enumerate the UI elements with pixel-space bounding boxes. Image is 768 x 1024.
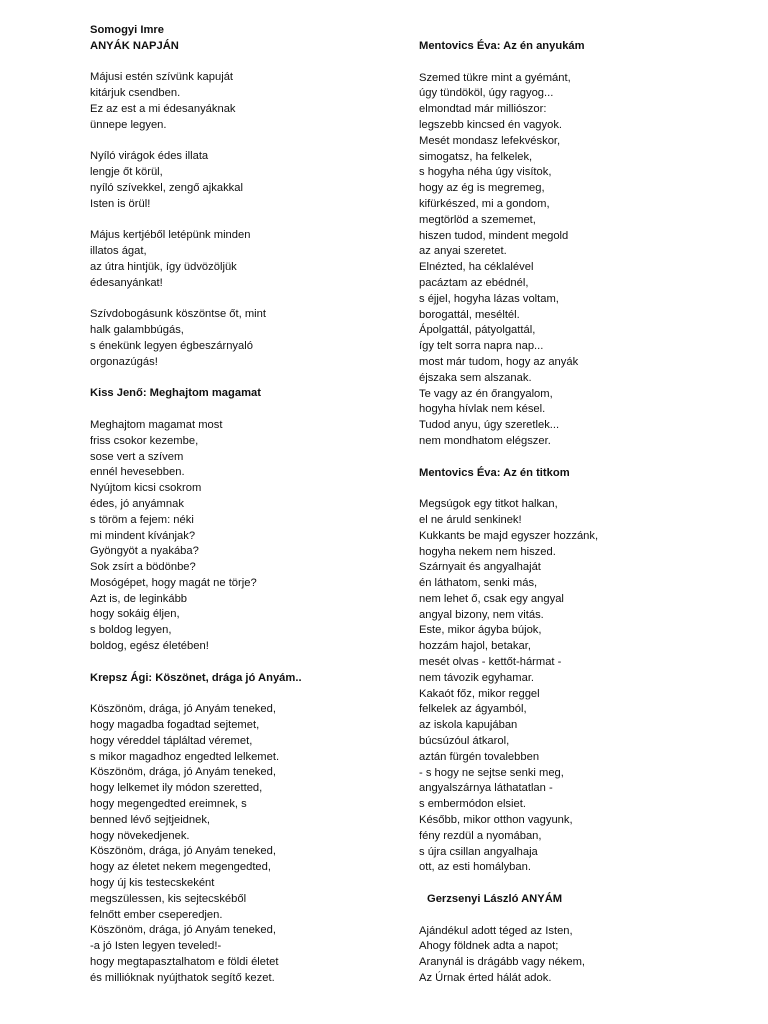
poem-title: Mentovics Éva: Az én anyukám: [419, 40, 585, 52]
poem-line: és millióknak nyújthatok segítő kezet.: [90, 971, 275, 984]
poem-line: az útra hintjük, így üdvözöljük: [90, 260, 237, 273]
poem-line: hogy sokáig éljen,: [90, 608, 180, 621]
poem-line: Köszönöm, drága, jó Anyám teneked,: [90, 766, 276, 779]
poem-line: hiszen tudod, mindent megold: [419, 229, 569, 242]
stanza: [90, 307, 390, 370]
poem-line: Később, mikor otthon vagyunk,: [419, 814, 573, 827]
poem-line: Isten is örül!: [90, 197, 151, 210]
poem-line: Májusi estén szívünk kapuját: [90, 71, 234, 84]
poem-line: mesét olvas - kettőt-hármat -: [419, 656, 562, 669]
poem-line: kitárjuk csendben.: [90, 87, 181, 100]
poem-line: Sok zsírt a bödönbe?: [90, 561, 196, 574]
poem-line: nem lehet ő, csak egy angyal: [419, 592, 564, 605]
poem-line: legszebb kincsed én vagyok.: [419, 118, 563, 131]
poem-line: édesanyánkat!: [90, 276, 163, 289]
poem-line: ünnepe legyen.: [90, 118, 167, 131]
stanza: [90, 228, 390, 291]
poem-line: hogyha hívlak nem késel.: [419, 403, 546, 416]
poem-line: Május kertjéből letépünk minden: [90, 229, 251, 242]
poem-line: Kakaót főz, mikor reggel: [419, 687, 540, 700]
poem-line: az iskola kapujában: [419, 719, 518, 732]
poem-body: [419, 497, 739, 876]
poem-line: friss csokor kezembe,: [90, 434, 199, 447]
poem-line: Este, mikor ágyba bújok,: [419, 624, 542, 637]
poem-line: hogy magadba fogadtad sejtemet,: [90, 719, 260, 732]
poem-line: Mesét mondasz lefekvéskor,: [419, 134, 561, 147]
poem-line: így telt sorra napra nap...: [419, 340, 544, 353]
poem-line: fény rezdül a nyomában,: [419, 829, 542, 842]
left-column: [90, 23, 390, 987]
poem-line: s töröm a fejem: néki: [90, 513, 194, 526]
poem-line: hozzám hajol, betakar,: [419, 640, 531, 653]
poem-line: benned lévő sejtjeidnek,: [90, 813, 211, 826]
poem-body: [90, 418, 390, 655]
poem-line: angyal bizony, nem vitás.: [419, 608, 544, 621]
poem-line: hogy megengedted ereimnek, s: [90, 798, 247, 811]
poem-line: halk galambbúgás,: [90, 324, 184, 337]
poem-line: mi mindent kívánjak?: [90, 529, 196, 542]
poem-line: hogy lelkemet ily módon szeretted,: [90, 782, 263, 795]
poem-line: hogy növekedjenek.: [90, 829, 190, 842]
poem-line: hogy megtapasztalhatom e földi életet: [90, 956, 279, 969]
poem-line: hogyha nekem nem hiszed.: [419, 545, 556, 558]
poem-line: boldog, egész életében!: [90, 640, 209, 653]
poem-line: Te vagy az én őrangyalom,: [419, 387, 553, 400]
poem-body: [90, 702, 390, 986]
poem-line: s mikor magadhoz engedted lelkemet.: [90, 750, 280, 763]
right-column: [419, 39, 739, 987]
poem-line: megtörlöd a szememet,: [419, 213, 536, 226]
poem-line: Nyújtom kicsi csokrom: [90, 482, 202, 495]
poem-line: nem mondhatom elégszer.: [419, 434, 551, 447]
poem-line: s hogyha néha úgy visítok,: [419, 166, 552, 179]
poem-line: Kukkants be majd egyszer hozzánk,: [419, 529, 599, 542]
poem-line: Ez az est a mi édesanyáknak: [90, 102, 236, 115]
poem-line: én láthatom, senki más,: [419, 577, 538, 590]
stanza: [90, 70, 390, 133]
poem-line: az anyai szeretet.: [419, 245, 507, 258]
poem-line: lengje őt körül,: [90, 166, 163, 179]
poem-line: Gyöngyöt a nyakába?: [90, 545, 199, 558]
poem-line: felkelek az ágyamból,: [419, 703, 527, 716]
poem-line: megszülessen, kis sejtecskéből: [90, 892, 247, 905]
poem-line: Köszönöm, drága, jó Anyám teneked,: [90, 924, 276, 937]
poem-line: s embermódon elsiet.: [419, 798, 526, 811]
poem-line: Azt is, de leginkább: [90, 592, 188, 605]
poem-line: illatos ágat,: [90, 245, 147, 258]
poem-line: édes, jó anyámnak: [90, 497, 184, 510]
poem-line: Az Úrnak érted hálát adok.: [419, 972, 552, 985]
poem-line: - s hogy ne sejtse senki meg,: [419, 766, 564, 779]
poem-line: hogy új kis testecskeként: [90, 877, 215, 890]
poem-line: Elnézted, ha céklalével: [419, 261, 534, 274]
poem-body: [419, 71, 739, 450]
poem-line: búcsúzóul átkarol,: [419, 735, 510, 748]
poem-line: sose vert a szívem: [90, 450, 184, 463]
poem-line: hogy az ég is megremeg,: [419, 182, 545, 195]
poem-line: Tudod anyu, úgy szeretlek...: [419, 419, 560, 432]
poem-line: elmondtad már milliószor:: [419, 103, 547, 116]
poem-line: Aranynál is drágább vagy nékem,: [419, 956, 586, 969]
poem-line: Ajándékul adott téged az Isten,: [419, 924, 573, 937]
poem-title: ANYÁK NAPJÁN: [90, 39, 179, 52]
poem-line: s boldog legyen,: [90, 624, 172, 637]
poem-line: Meghajtom magamat most: [90, 418, 223, 431]
poem-title: Krepsz Ági: Köszönet, drága jó Anyám..: [90, 671, 302, 684]
poem-line: ennél hevesebben.: [90, 466, 185, 479]
poem-line: Köszönöm, drága, jó Anyám teneked,: [90, 703, 276, 716]
poem-line: s éjjel, hogyha lázas voltam,: [419, 292, 559, 305]
poem-line: simogatsz, ha felkelek,: [419, 150, 533, 163]
poem-line: hogy az életet nekem megengedted,: [90, 861, 271, 874]
poem-line: nyíló szívekkel, zengő ajkakkal: [90, 181, 243, 194]
poem-line: Köszönöm, drága, jó Anyám teneked,: [90, 845, 276, 858]
poem-line: aztán fürgén tovalebben: [419, 750, 540, 763]
poem-line: most már tudom, hogy az anyák: [419, 355, 579, 368]
poem-author: Somogyi Imre: [90, 24, 164, 36]
poem-body: [419, 924, 739, 987]
poem-line: Ahogy földnek adta a napot;: [419, 940, 559, 953]
poem-line: Megsúgok egy titkot halkan,: [419, 498, 558, 511]
poem-line: ott, az esti homályban.: [419, 861, 531, 874]
poem-line: orgonazúgás!: [90, 355, 158, 368]
poem-line: s énekünk legyen égbeszárnyaló: [90, 339, 253, 352]
poem-line: éjszaka sem alszanak.: [419, 371, 532, 384]
poem-line: nem távozik egyhamar.: [419, 671, 535, 684]
poem-line: -a jó Isten legyen teveled!-: [90, 940, 222, 953]
poem-line: pacáztam az ebédnél,: [419, 276, 529, 289]
poem-line: kifürkészed, mi a gondom,: [419, 197, 550, 210]
poem-line: s újra csillan angyalhaja: [419, 845, 538, 858]
poem-line: Szívdobogásunk köszöntse őt, mint: [90, 308, 266, 321]
poem-line: Szárnyait és angyalhaját: [419, 561, 541, 574]
poem-title: Mentovics Éva: Az én titkom: [419, 466, 570, 479]
poem-line: Szemed tükre mint a gyémánt,: [419, 71, 571, 84]
poem-line: angyalszárnya láthatatlan -: [419, 782, 553, 795]
stanza: [90, 149, 390, 212]
poem-line: borogattál, meséltél.: [419, 308, 520, 321]
poem-line: úgy tündököl, úgy ragyog...: [419, 87, 554, 100]
poem-line: el ne áruld senkinek!: [419, 513, 522, 526]
poem-title: Kiss Jenő: Meghajtom magamat: [90, 387, 261, 400]
poem-line: Ápolgattál, pátyolgattál,: [419, 324, 536, 337]
poem-line: Mosógépet, hogy magát ne törje?: [90, 576, 257, 589]
poem-line: hogy véreddel tápláltad véremet,: [90, 734, 253, 747]
poem-title: Gerzsenyi László ANYÁM: [427, 893, 563, 906]
poem-line: Nyíló virágok édes illata: [90, 150, 209, 163]
poem-line: felnőtt ember cseperedjen.: [90, 908, 223, 921]
